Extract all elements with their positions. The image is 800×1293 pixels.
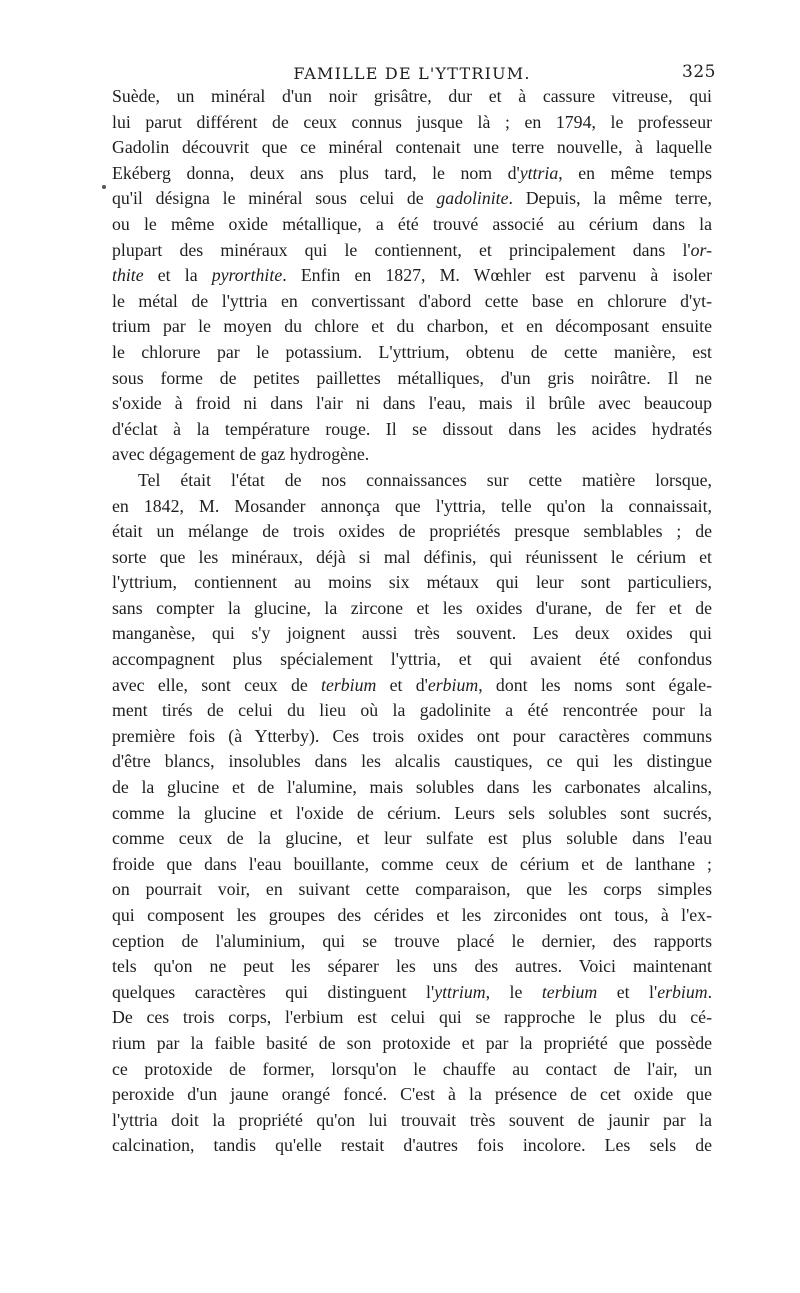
text-line: [112, 596, 712, 622]
text-line: [112, 545, 712, 571]
text-run: accompagnent plus spécialement l'yttria, et qui avaient été confondus: [112, 649, 712, 670]
running-title: FAMILLE DE L'YTTRIUM.: [293, 64, 531, 83]
text-line: [112, 417, 712, 443]
italic-term: pyrorthite: [211, 265, 283, 286]
text-run: et l': [597, 981, 658, 1002]
text-line: [112, 801, 712, 827]
text-run: . Depuis, la même terre,: [508, 188, 712, 209]
text-run: trium par le moyen du chlore et du charbon, et en décomposant ensuite: [112, 316, 712, 337]
text-run: , dont les noms sont égale-: [478, 674, 712, 695]
body-text: [112, 84, 712, 1159]
text-line: [112, 877, 712, 903]
text-run: on pourrait voir, en suivant cette comparaison, que les corps simples: [112, 879, 712, 900]
page-number: 325: [682, 62, 716, 82]
text-line: [112, 1005, 712, 1031]
text-line: [112, 621, 712, 647]
italic-term: terbium: [541, 981, 598, 1002]
text-run: l'yttria doit la propriété qu'on lui trouvait très souvent de jaunir par la: [112, 1109, 712, 1130]
text-run: ce protoxide de former, lorsqu'on le chauffe au contact de l'air, un: [112, 1058, 712, 1079]
text-line: [112, 929, 712, 955]
text-run: Ekéberg donna, deux ans plus tard, le nom d': [112, 162, 520, 183]
text-run: sous forme de petites paillettes métalliques, d'un gris noirâtre. Il ne: [112, 367, 712, 388]
text-line: [112, 1133, 712, 1159]
text-line: [112, 903, 712, 929]
italic-term: erbium: [657, 981, 708, 1002]
text-line: [112, 519, 712, 545]
text-line: [112, 852, 712, 878]
italic-term: erbium: [427, 674, 479, 695]
text-run: . Enfin en 1827, M. Wœhler est parvenu à isoler: [282, 265, 712, 286]
text-line: [112, 1082, 712, 1108]
text-line: [112, 186, 712, 212]
text-run: avec dégagement de gaz hydrogène.: [112, 444, 370, 465]
text-run: qui composent les groupes des cérides et les zirconides ont tous, à l'ex-: [112, 905, 712, 925]
text-line: [112, 749, 712, 775]
text-line: [112, 110, 712, 136]
text-line: [112, 1057, 712, 1083]
text-line: [112, 84, 712, 110]
text-line: [112, 289, 712, 315]
text-line: [112, 1031, 712, 1057]
text-run: froide que dans l'eau bouillante, comme ceux de cérium et de lanthane ;: [112, 853, 712, 874]
text-line: [112, 954, 712, 980]
text-run: peroxide d'un jaune orangé foncé. C'est à la présence de cet oxide que: [112, 1084, 712, 1105]
italic-term: thite: [112, 265, 144, 286]
margin-mark: [102, 185, 106, 189]
text-line: [112, 238, 712, 264]
text-run: d'éclat à la température rouge. Il se dissout dans les acides hydratés: [112, 418, 712, 439]
text-run: et d': [376, 674, 428, 695]
text-run: avec elle, sont ceux de: [112, 674, 322, 695]
text-run: le chlorure par le potassium. L'yttrium, obtenu de cette manière, est: [112, 341, 712, 362]
italic-term: yttrium: [434, 981, 486, 1002]
text-run: ception de l'aluminium, qui se trouve placé le dernier, des rapports: [112, 930, 712, 951]
text-line: [112, 647, 712, 673]
text-line: [112, 135, 712, 161]
text-line: [112, 1108, 712, 1134]
text-line: [112, 570, 712, 596]
italic-term: or-: [690, 239, 712, 260]
text-line: [112, 340, 712, 366]
text-run: calcination, tandis qu'elle restait d'autres fois incolore. Les sels de: [112, 1135, 712, 1156]
text-line: [112, 314, 712, 340]
text-run: d'être blancs, insolubles dans les alcalis caustiques, ce qui les distingue: [112, 751, 712, 772]
text-line: [112, 826, 712, 852]
text-run: manganèse, qui s'y joignent aussi très souvent. Les deux oxides qui: [112, 623, 712, 644]
text-line: [112, 263, 712, 289]
text-run: comme la glucine et l'oxide de cérium. Leurs sels solubles sont sucrés,: [112, 802, 712, 823]
text-run: en 1842, M. Mosander annonça que l'yttria, telle qu'on la connaissait,: [112, 495, 712, 516]
text-run: tels qu'on ne peut les séparer les uns des autres. Voici maintenant: [112, 956, 712, 977]
text-line: [112, 724, 712, 750]
text-run: sans compter la glucine, la zircone et les oxides d'urane, de fer et de: [112, 597, 712, 618]
text-line: [112, 391, 712, 417]
text-line: [112, 468, 712, 494]
text-run: s'oxide à froid ni dans l'air ni dans l'eau, mais il brûle avec beaucoup: [112, 393, 712, 414]
text-line: [112, 212, 712, 238]
text-run: plupart des minéraux qui le contiennent, et principalement dans l': [112, 239, 691, 260]
text-run: Suède, un minéral d'un noir grisâtre, dur et à cassure vitreuse, qui: [112, 86, 712, 106]
text-run: , en même temps: [558, 162, 712, 183]
text-run: lui parut différent de ceux connus jusque là ; en 1794, le professeur: [112, 111, 712, 132]
text-run: De ces trois corps, l'erbium est celui qui se rapproche le plus du cé-: [112, 1007, 712, 1028]
text-run: .: [707, 981, 712, 1002]
text-run: première fois (à Ytterby). Ces trois oxides ont pour caractères communs: [112, 725, 712, 746]
italic-term: terbium: [321, 674, 377, 695]
text-run: quelques caractères qui distinguent l': [112, 981, 435, 1002]
text-line: [112, 161, 712, 187]
running-head: [112, 52, 716, 83]
text-run: était un mélange de trois oxides de propriétés presque semblables ; de: [112, 521, 712, 542]
text-run: Tel était l'état de nos connaissances sur cette matière lorsque,: [138, 469, 712, 490]
text-line: [112, 698, 712, 724]
text-run: et la: [143, 265, 212, 286]
text-run: qu'il désigna le minéral sous celui de: [112, 188, 437, 209]
text-run: Gadolin découvrit que ce minéral contenait une terre nouvelle, à laquelle: [112, 137, 712, 158]
italic-term: yttria: [519, 162, 559, 183]
text-line: [112, 494, 712, 520]
text-run: ment tirés de celui du lieu où la gadolinite a été rencontrée pour la: [112, 700, 712, 721]
italic-term: gadolinite: [436, 188, 509, 209]
text-line: [112, 775, 712, 801]
text-run: ou le même oxide métallique, a été trouvé associé au cérium dans la: [112, 213, 712, 234]
text-run: de la glucine et de l'alumine, mais solubles dans les carbonates alcalins,: [112, 777, 712, 798]
text-line: [112, 673, 712, 699]
text-run: rium par la faible basité de son protoxide et par la propriété que possède: [112, 1032, 712, 1053]
book-page: [112, 52, 716, 1159]
text-run: l'yttrium, contiennent au moins six métaux qui leur sont particuliers,: [112, 572, 712, 593]
text-run: comme ceux de la glucine, et leur sulfate est plus soluble dans l'eau: [112, 828, 712, 849]
text-run: sorte que les minéraux, déjà si mal définis, qui réunissent le cérium et: [112, 546, 712, 567]
text-line: [112, 980, 712, 1006]
text-run: , le: [485, 981, 542, 1002]
text-line: [112, 366, 712, 392]
text-run: le métal de l'yttria en convertissant d'abord cette base en chlorure d'yt-: [112, 290, 712, 311]
text-line: [112, 442, 712, 468]
